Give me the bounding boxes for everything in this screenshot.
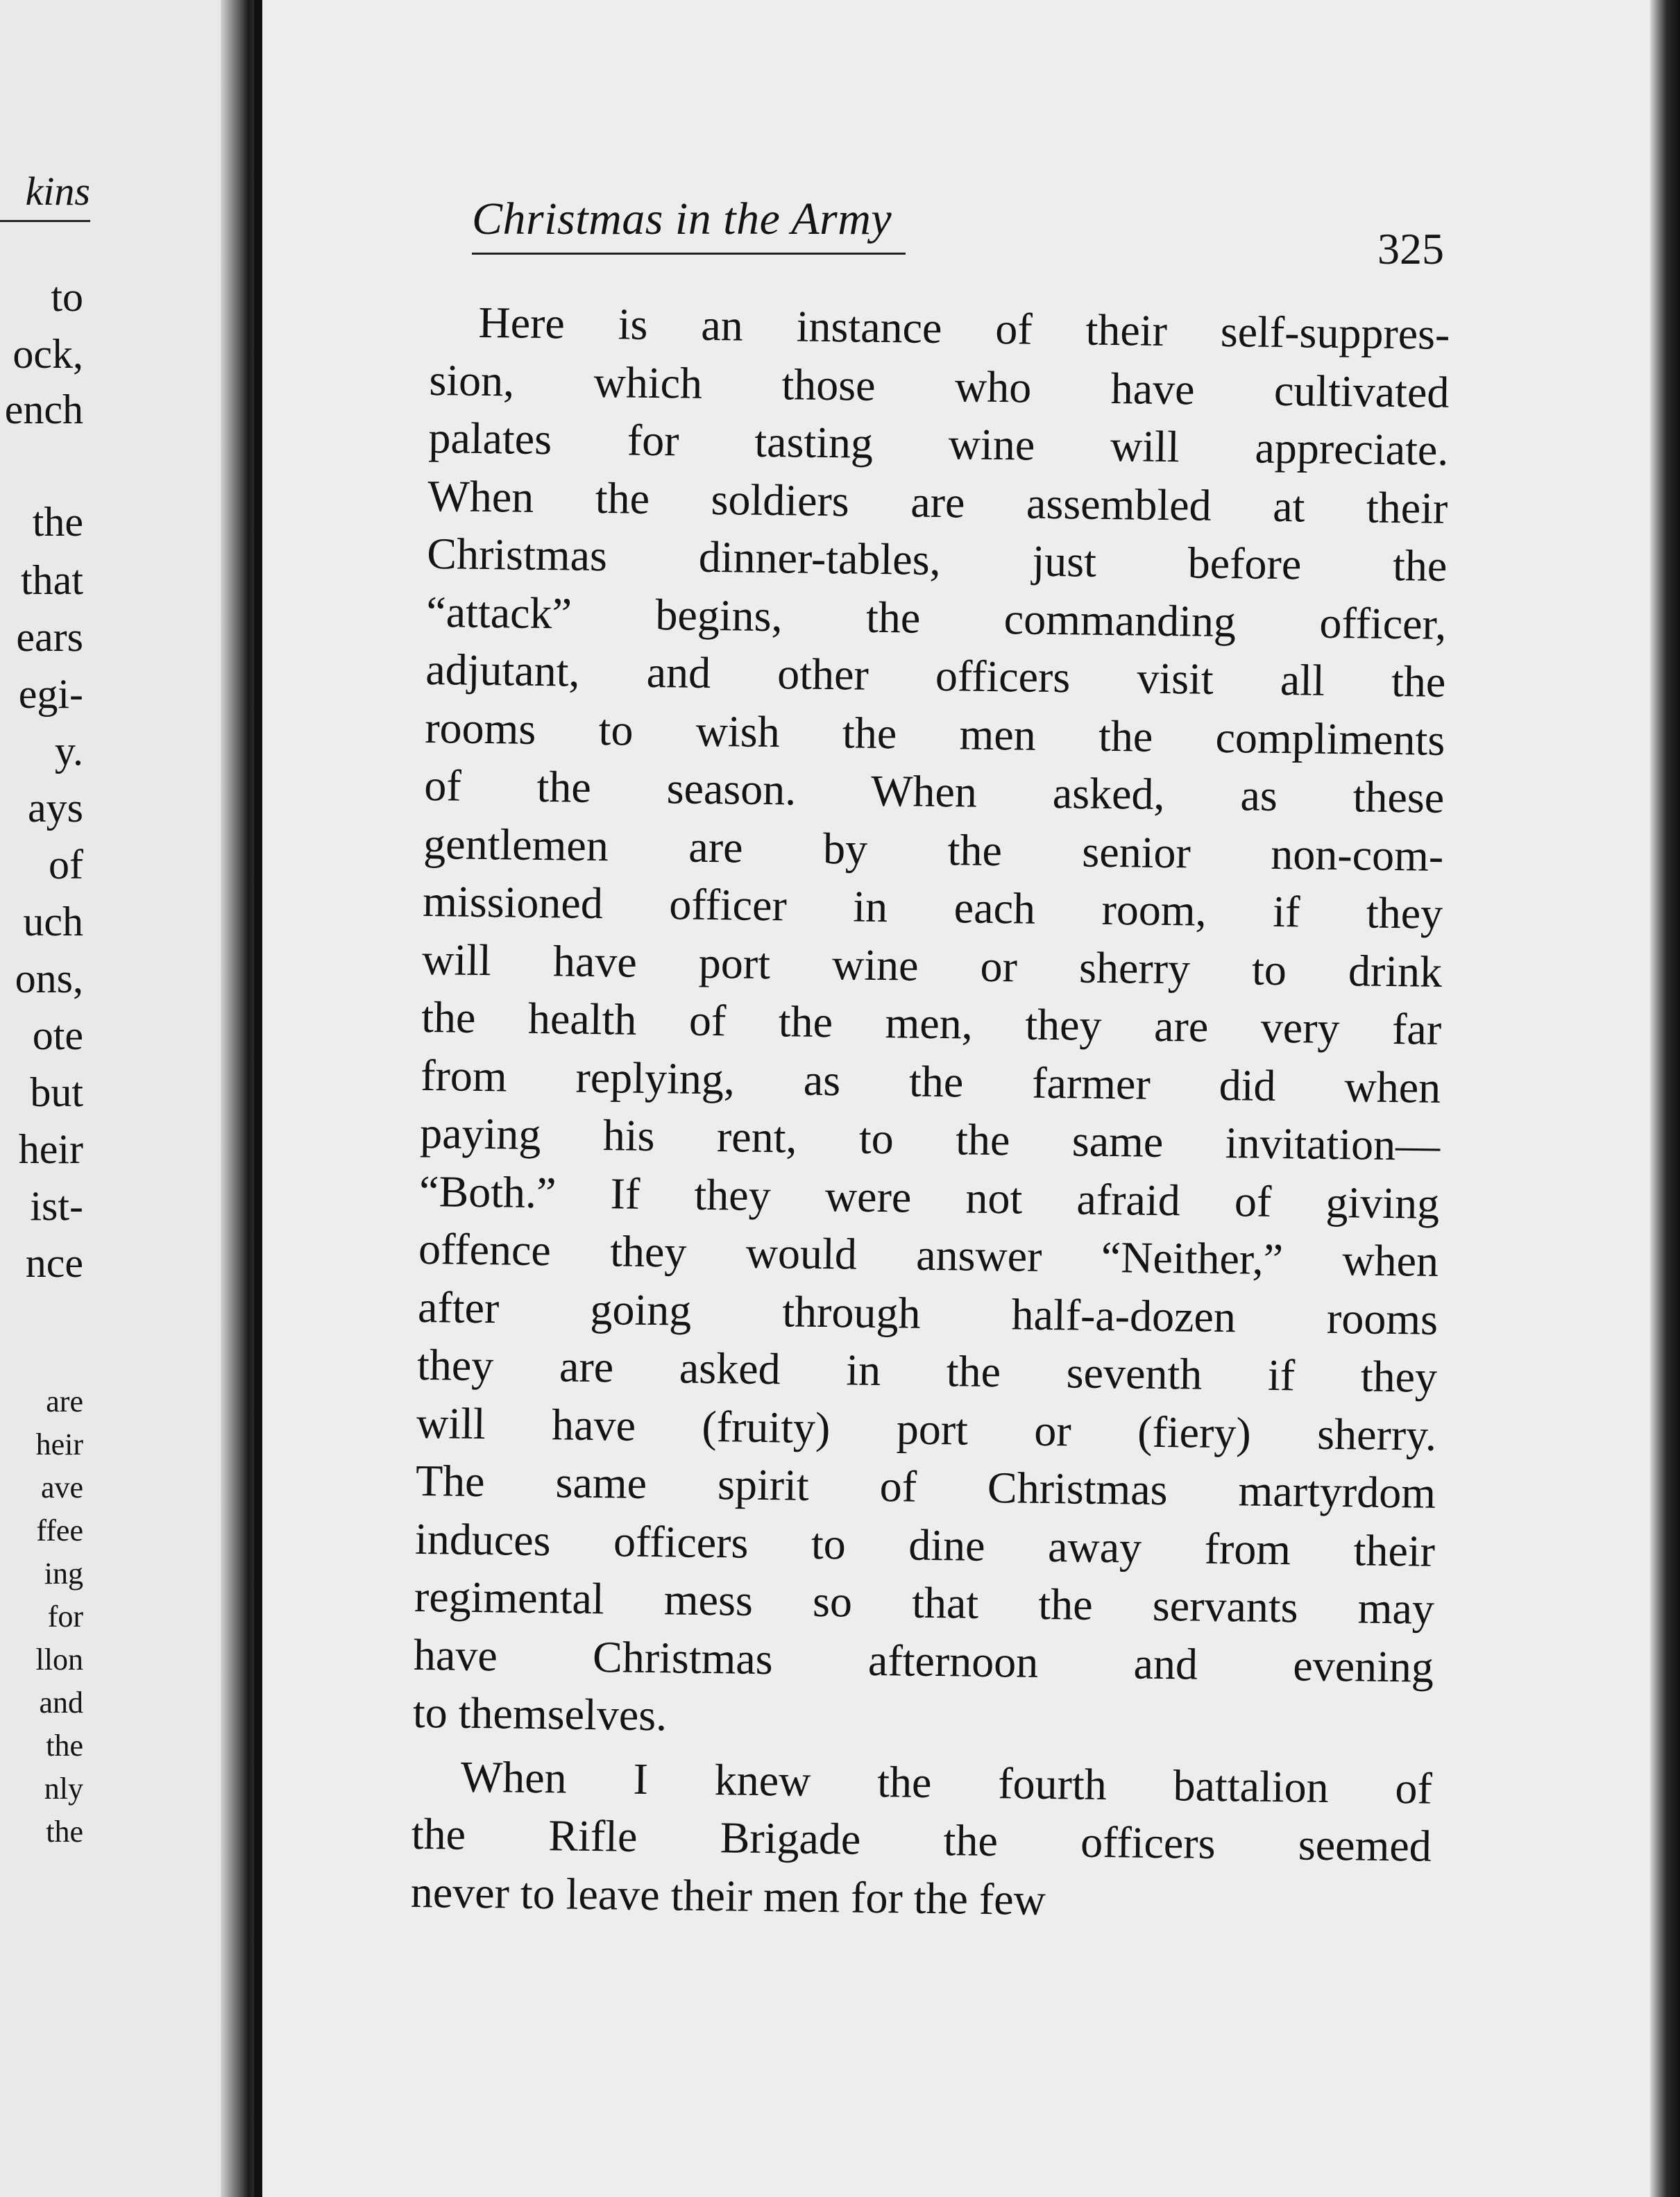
text-line: they are asked in the seventh if they — [416, 1339, 1438, 1402]
text-line: will have (fruity) port or (fiery) sherry. — [416, 1398, 1437, 1460]
body-text — [410, 293, 1450, 1933]
text-line: offence they would answer “Neither,” when — [418, 1223, 1439, 1286]
page-edge-shadow — [1650, 0, 1680, 2197]
paragraph-1 — [412, 293, 1450, 1754]
left-footnote-fragment: and — [39, 1686, 83, 1720]
left-text-fragment: but — [30, 1069, 83, 1115]
binding-line — [254, 0, 262, 2197]
text-line: Here is an instance of their self-suppres- — [478, 297, 1450, 359]
text-line: regimental mess so that the servants may — [414, 1571, 1435, 1634]
left-footnote-fragment: llon — [35, 1643, 83, 1677]
left-footnote-fragment: ffee — [36, 1513, 83, 1547]
left-footnote-fragment: the — [46, 1815, 83, 1849]
left-text-fragment: egi- — [18, 671, 83, 717]
text-line: adjutant, and other officers visit all the — [425, 644, 1446, 706]
text-line: The same spirit of Christmas martyrdom — [415, 1455, 1436, 1518]
left-text-fragment: the — [32, 499, 83, 545]
text-line: from replying, as the farmer did when — [420, 1050, 1441, 1112]
left-footnote-fragment: for — [47, 1600, 83, 1634]
text-line: “attack” begins, the commanding officer, — [425, 586, 1447, 649]
text-line: to themselves. — [412, 1687, 668, 1740]
left-footnote-fragment: the — [46, 1729, 83, 1763]
text-line: “Both.” If they were not afraid of giving — [418, 1166, 1440, 1228]
text-line: have Christmas afternoon and evening — [413, 1629, 1434, 1692]
left-text-fragment: ock, — [12, 331, 83, 377]
left-footnote-fragment: are — [46, 1384, 83, 1418]
text-line: When the soldiers are assembled at their — [427, 470, 1448, 533]
left-footnote-fragment: ave — [40, 1470, 83, 1504]
text-line: palates for tasting wine will appreciate. — [428, 412, 1449, 475]
left-text-fragment: of — [49, 842, 83, 888]
text-line: of the season. When asked, as these — [423, 760, 1445, 822]
page-number: 325 — [1377, 224, 1444, 273]
left-text-fragment: to — [51, 274, 83, 320]
left-text-fragment: y. — [54, 728, 83, 774]
left-text-fragment: ons, — [15, 956, 83, 1001]
left-text-fragment: nce — [25, 1240, 83, 1286]
left-text-fragment: ays — [28, 785, 83, 831]
text-line: missioned officer in each room, if they — [422, 876, 1443, 938]
left-text-fragment: heir — [18, 1126, 83, 1172]
text-line: rooms to wish the men the compliments — [424, 702, 1445, 765]
text-line: never to leave their men for the few — [410, 1867, 1046, 1924]
left-text-fragment: ist- — [30, 1183, 83, 1229]
left-text-fragment: uch — [23, 899, 83, 944]
text-line: will have port wine or sherry to drink — [421, 934, 1443, 996]
left-footnote-fragment: nly — [44, 1772, 83, 1806]
text-line: gentlemen are by the senior non-com- — [423, 818, 1444, 881]
left-page — [0, 0, 229, 2197]
left-text-fragment: ote — [32, 1012, 83, 1058]
left-text-fragment: ears — [16, 614, 83, 660]
left-footnote-fragment: heir — [35, 1427, 83, 1461]
text-line: after going through half-a-dozen rooms — [417, 1282, 1439, 1344]
text-line: When I knew the fourth battalion of — [460, 1751, 1433, 1813]
left-page-running-head: kins — [0, 168, 90, 222]
text-line: induces officers to dine away from their — [414, 1513, 1436, 1576]
left-footnote-fragment: ing — [44, 1556, 83, 1591]
left-text-fragment: ench — [4, 387, 83, 432]
running-head: Christmas in the Army — [472, 193, 906, 255]
text-line: sion, which those who have cultivated — [429, 355, 1450, 417]
text-line: the Rifle Brigade the officers seemed — [411, 1808, 1432, 1871]
text-line: the health of the men, they are very far — [421, 992, 1442, 1054]
text-line: paying his rent, to the same invitation— — [419, 1108, 1441, 1170]
text-line: Christmas dinner-tables, just before the — [426, 528, 1448, 591]
paragraph-2 — [410, 1747, 1432, 1933]
left-text-fragment: that — [21, 557, 83, 603]
